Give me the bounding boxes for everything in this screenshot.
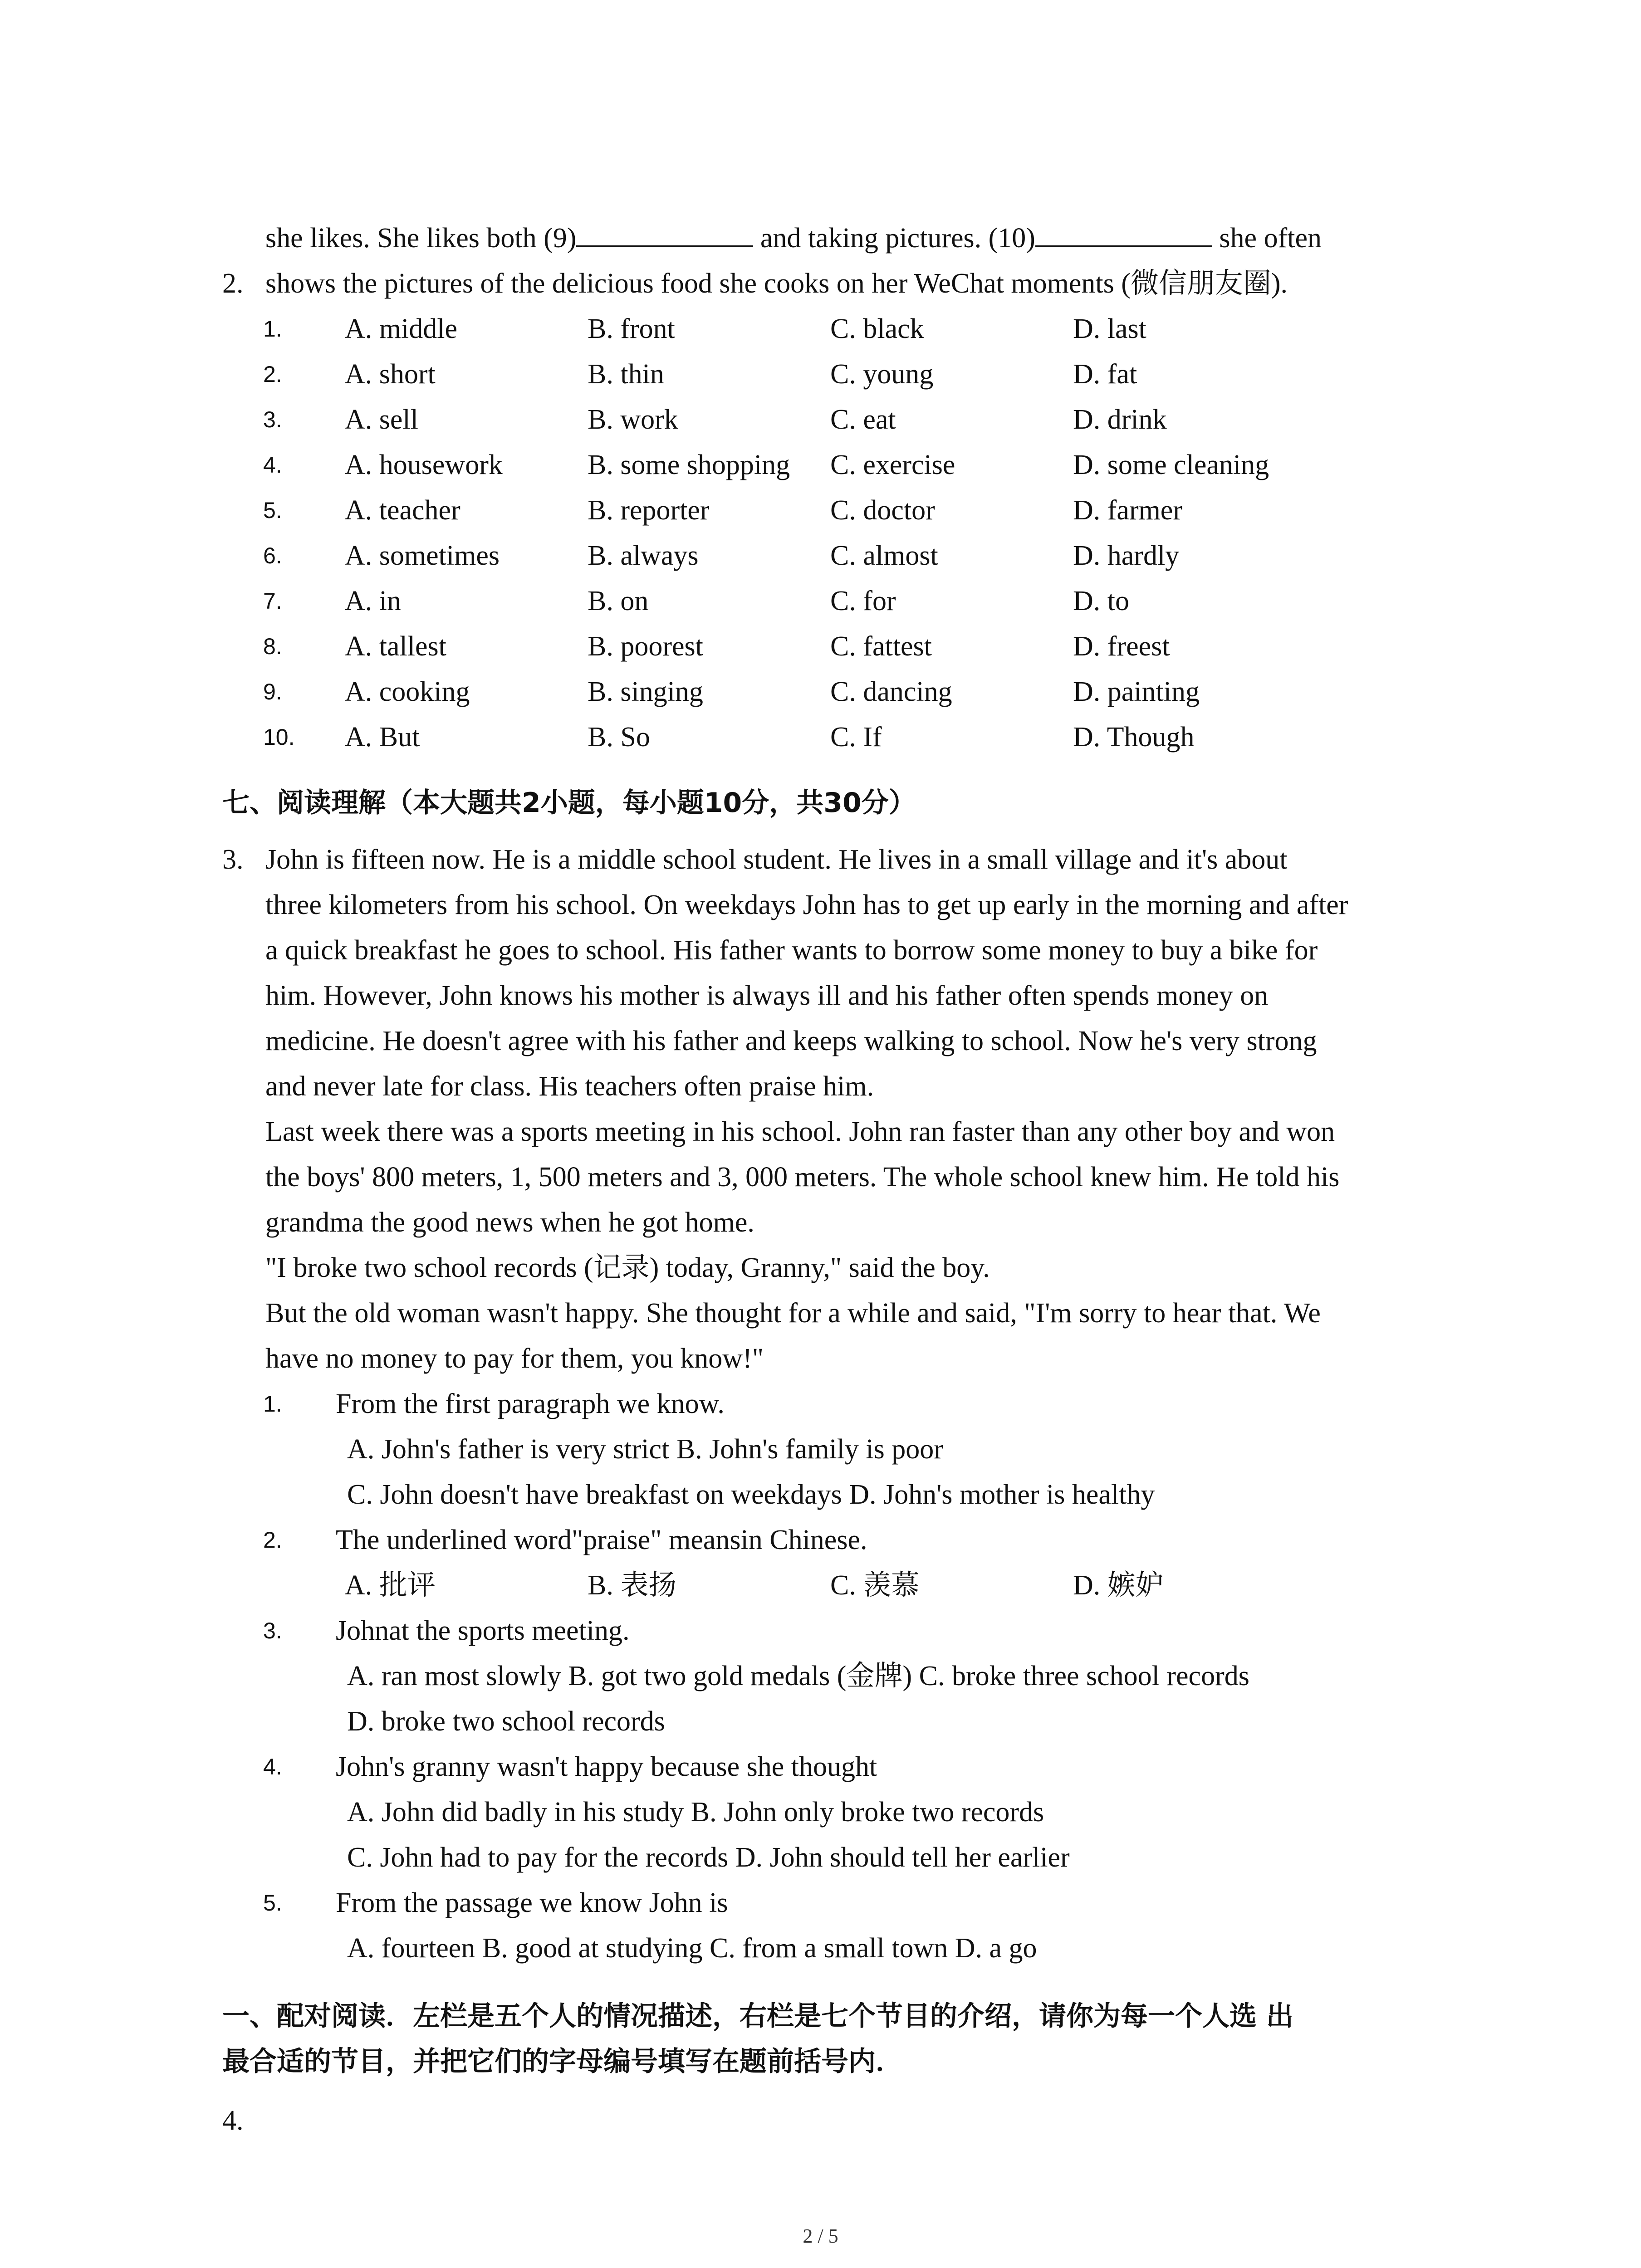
option-row-number: 1.: [263, 316, 282, 342]
option-c[interactable]: C. dancing: [830, 676, 952, 707]
option-row: [263, 352, 1488, 397]
question-stem: [263, 1880, 1488, 1926]
option-b[interactable]: B. So: [588, 722, 650, 753]
question-number: 2.: [222, 268, 244, 299]
option-row-number: 10.: [263, 724, 295, 750]
option-c[interactable]: C. doctor: [830, 495, 935, 526]
cloze-line-2: shows the pictures of the delicious food she cooks on her WeChat moments (微信朋友圈).: [265, 268, 1288, 299]
question-number: 1.: [263, 1391, 282, 1417]
option-row: [263, 488, 1488, 533]
passage-line: the boys' 800 meters, 1, 500 meters and 3, 000 meters. The whole school knew him. He told his: [265, 1162, 1340, 1193]
section-heading-line-1: 一、配对阅读．左栏是五个人的情况描述，右栏是七个节目的介绍，请你为每一个人选 出: [222, 2000, 1293, 2032]
option-d[interactable]: D. 嫉妒: [1073, 1570, 1164, 1601]
option-b[interactable]: B. poorest: [588, 631, 703, 662]
option-row: [263, 442, 1488, 488]
answer-options-line[interactable]: A. John's father is very strict B. John's family is poor: [347, 1434, 943, 1465]
option-b[interactable]: B. thin: [588, 359, 664, 390]
section-heading: 七、阅读理解（本大题共2小题，每小题10分，共30分）: [222, 787, 916, 819]
option-c[interactable]: C. eat: [830, 404, 896, 435]
option-c[interactable]: C. If: [830, 722, 882, 753]
passage-line: and never late for class. His teachers often praise him.: [265, 1071, 874, 1102]
option-row: [263, 397, 1488, 442]
passage-line: medicine. He doesn't agree with his father and keeps walking to school. Now he's very strong: [265, 1026, 1317, 1056]
option-a[interactable]: A. sell: [345, 404, 418, 435]
question-text: John's granny wasn't happy because she thought: [336, 1751, 877, 1782]
question-number: 4.: [263, 1754, 282, 1779]
option-d[interactable]: D. drink: [1073, 404, 1167, 435]
question-number: 3.: [263, 1618, 282, 1643]
option-b[interactable]: B. front: [588, 313, 675, 344]
question-text: Johnat the sports meeting.: [336, 1615, 630, 1646]
option-b[interactable]: B. some shopping: [588, 450, 790, 480]
page-number: 2 / 5: [803, 2225, 838, 2247]
question-text: The underlined word"praise" meansin Chinese.: [336, 1525, 867, 1555]
question-stem: [263, 1381, 1488, 1427]
option-c[interactable]: C. black: [830, 313, 924, 344]
passage-line: grandma the good news when he got home.: [265, 1207, 754, 1238]
answer-options-line[interactable]: A. fourteen B. good at studying C. from a small town D. a go: [347, 1933, 1037, 1964]
option-row-number: 7.: [263, 588, 282, 614]
question-number: 2.: [263, 1527, 282, 1553]
option-a[interactable]: A. middle: [345, 313, 457, 344]
question-text: From the passage we know John is: [336, 1887, 728, 1918]
question-number: 4.: [222, 2105, 244, 2136]
option-d[interactable]: D. hardly: [1073, 540, 1180, 571]
question-text: From the first paragraph we know.: [336, 1388, 725, 1419]
option-row: [263, 714, 1488, 760]
passage-line: have no money to pay for them, you know!": [265, 1343, 764, 1374]
option-d[interactable]: D. fat: [1073, 359, 1137, 390]
option-a[interactable]: A. sometimes: [345, 540, 500, 571]
passage-line: three kilometers from his school. On weekdays John has to get up early in the morning and after: [265, 890, 1348, 920]
option-d[interactable]: D. farmer: [1073, 495, 1182, 526]
option-b[interactable]: B. work: [588, 404, 678, 435]
option-b[interactable]: B. singing: [588, 676, 703, 707]
passage-line: "I broke two school records (记录) today, Granny," said the boy.: [265, 1252, 990, 1283]
option-d[interactable]: D. to: [1073, 586, 1129, 616]
option-row-number: 2.: [263, 362, 282, 387]
question-stem: [263, 1608, 1488, 1653]
option-d[interactable]: D. freest: [1073, 631, 1170, 662]
option-d[interactable]: D. last: [1073, 313, 1146, 344]
answer-options-line[interactable]: A. ran most slowly B. got two gold medals (金牌) C. broke three school records: [347, 1661, 1249, 1691]
option-row-number: 3.: [263, 407, 282, 432]
option-d[interactable]: D. some cleaning: [1073, 450, 1269, 480]
cloze-text-a: she likes. She likes both (9): [265, 223, 577, 254]
option-a[interactable]: A. tallest: [345, 631, 446, 662]
option-row-number: 6.: [263, 543, 282, 568]
answer-options-line[interactable]: C. John had to pay for the records D. John should tell her earlier: [347, 1842, 1070, 1873]
question-stem: [263, 1744, 1488, 1789]
passage-line: Last week there was a sports meeting in his school. John ran faster than any other boy and won: [265, 1116, 1335, 1147]
answer-options-line[interactable]: A. John did badly in his study B. John only broke two records: [347, 1797, 1044, 1828]
option-b[interactable]: B. reporter: [588, 495, 710, 526]
answer-blank-10[interactable]: [1035, 220, 1212, 247]
option-row: [263, 1563, 1488, 1608]
option-c[interactable]: C. for: [830, 586, 896, 616]
option-row-number: 9.: [263, 679, 282, 704]
passage-line: a quick breakfast he goes to school. His father wants to borrow some money to buy a bike for: [265, 935, 1318, 966]
option-b[interactable]: B. on: [588, 586, 649, 616]
section-heading-line-2: 最合适的节目，并把它们的字母编号填写在题前括号内．: [222, 2046, 903, 2077]
option-row: [263, 669, 1488, 714]
option-d[interactable]: D. Though: [1073, 722, 1195, 753]
question-number: 3.: [222, 844, 244, 875]
option-row: [263, 306, 1488, 352]
option-a[interactable]: A. short: [345, 359, 436, 390]
option-c[interactable]: C. 羡慕: [830, 1570, 920, 1601]
passage-line: But the old woman wasn't happy. She thought for a while and said, "I'm sorry to hear that. We: [265, 1298, 1321, 1329]
option-row: [263, 578, 1488, 624]
option-row-number: 8.: [263, 634, 282, 659]
option-a[interactable]: A. cooking: [345, 676, 470, 707]
option-c[interactable]: C. fattest: [830, 631, 932, 662]
option-row: [263, 533, 1488, 578]
option-row-number: 4.: [263, 452, 282, 478]
cloze-text-b: and taking pictures. (10): [753, 223, 1035, 254]
passage-line: John is fifteen now. He is a middle school student. He lives in a small village and it's about: [265, 844, 1288, 875]
answer-options-line[interactable]: C. John doesn't have breakfast on weekdays D. John's mother is healthy: [347, 1479, 1155, 1510]
option-row: [263, 624, 1488, 669]
option-b[interactable]: B. 表扬: [588, 1570, 677, 1601]
option-d[interactable]: D. painting: [1073, 676, 1200, 707]
option-a[interactable]: A. in: [345, 586, 401, 616]
option-c[interactable]: C. almost: [830, 540, 938, 571]
passage-line: him. However, John knows his mother is always ill and his father often spends money on: [265, 980, 1269, 1011]
question-number: 5.: [263, 1890, 282, 1916]
answer-options-line[interactable]: D. broke two school records: [347, 1706, 665, 1737]
option-a[interactable]: A. teacher: [345, 495, 460, 526]
option-row-number: 5.: [263, 498, 282, 523]
cloze-text-c: she often: [1212, 223, 1322, 254]
option-a[interactable]: A. housework: [345, 450, 503, 480]
cloze-line-1: [265, 215, 1322, 261]
option-b[interactable]: B. always: [588, 540, 699, 571]
option-c[interactable]: C. young: [830, 359, 934, 390]
question-stem: [263, 1517, 1488, 1563]
option-a[interactable]: A. But: [345, 722, 420, 753]
answer-blank-9[interactable]: [576, 220, 753, 247]
option-a[interactable]: A. 批评: [345, 1570, 436, 1601]
option-c[interactable]: C. exercise: [830, 450, 955, 480]
